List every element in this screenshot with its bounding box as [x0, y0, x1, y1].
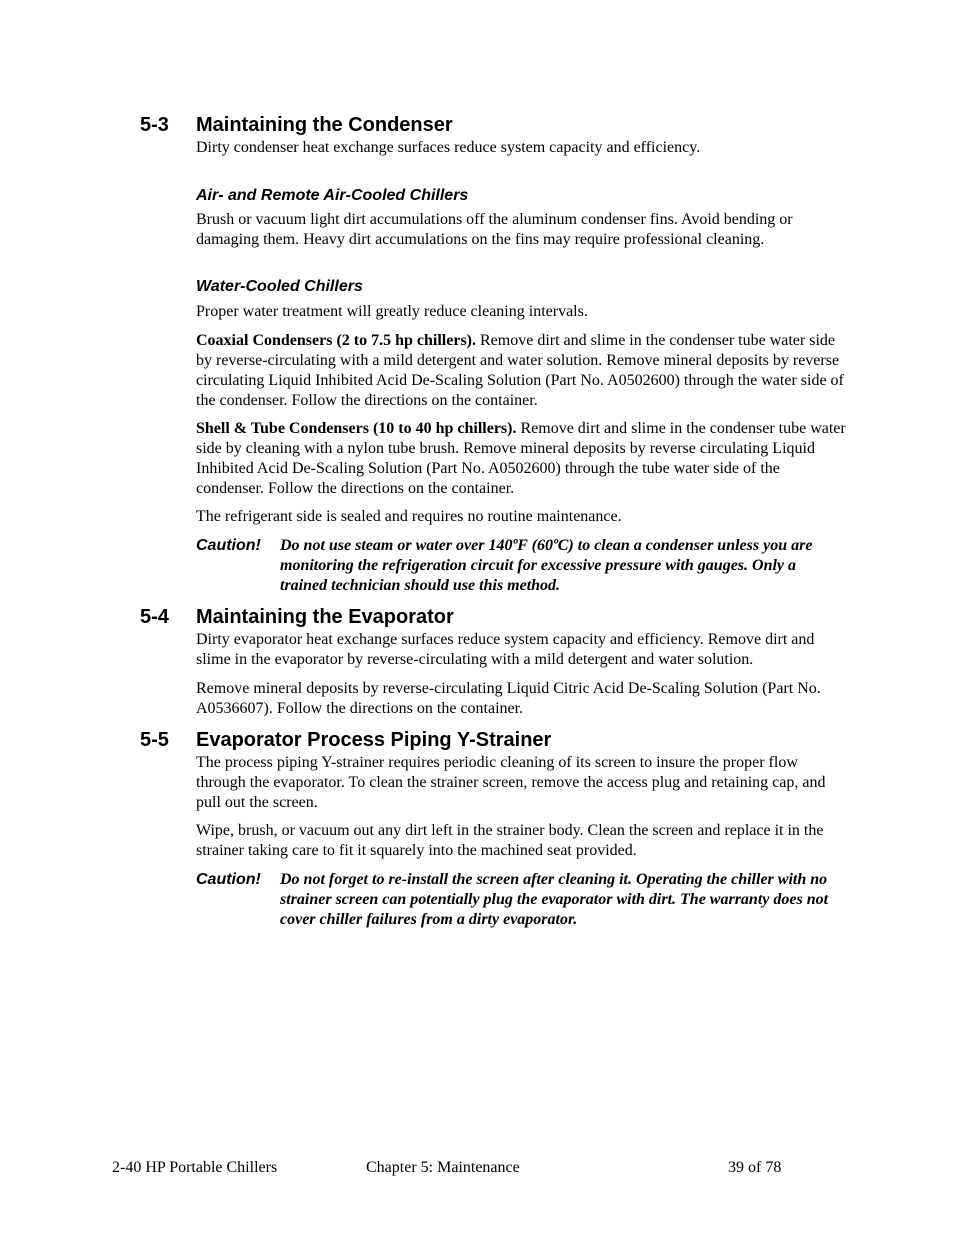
strainer-text-1: The process piping Y-strainer requires periodic cleaning of its screen to insure the proper flow through the evaporator. To clean the strainer screen, remove the access plug and retaining cap, and pull out the screen. [196, 754, 826, 811]
air-cooled-text: Brush or vacuum light dirt accumulations off the aluminum condenser fins. Avoid bending or damaging them. Heavy dirt accumulations on the fins may require professional cleaning. [196, 211, 793, 248]
subheading-air-cooled: Air- and Remote Air-Cooled Chillers [196, 187, 469, 204]
coaxial-lead: Coaxial Condensers (2 to 7.5 hp chillers). [196, 332, 476, 349]
shell-tube-lead: Shell & Tube Condensers (10 to 40 hp chillers). [196, 420, 517, 437]
section-heading-5-5 [140, 728, 551, 752]
section-heading-5-3 [140, 113, 453, 137]
coaxial-text: Remove dirt and slime in the condenser tube water side by reverse-circulating with a mild detergent and water solution. Remove mineral deposits by reverse circulating Liquid Inhibited Acid De-Scaling Solution (Part No. A0502600) through the water side of the condenser. Follow the directions on the container. [196, 332, 844, 409]
section-number: 5-5 [140, 729, 169, 751]
strainer-text-2: Wipe, brush, or vacuum out any dirt left in the strainer body. Clean the screen and replace it in the strainer taking care to fit it squarely into the machined seat provided. [196, 822, 824, 859]
subheading-water-cooled: Water-Cooled Chillers [196, 278, 363, 295]
shell-tube-condensers-paragraph [196, 419, 846, 499]
evaporator-text-1: Dirty evaporator heat exchange surfaces reduce system capacity and efficiency. Remove dirt and slime in the evaporator by reverse-circulating with a mild detergent and water solution. [196, 631, 815, 668]
caution-label-condenser: Caution! [196, 537, 261, 554]
section-number: 5-4 [140, 606, 169, 628]
caution-text-strainer: Do not forget to re-install the screen after cleaning it. Operating the chiller with no strainer screen can potentially plug the evaporator with dirt. The warranty does not cover chiller failures from a dirty evaporator. [280, 871, 829, 928]
section-number: 5-3 [140, 114, 169, 136]
section-title: Maintaining the Evaporator [196, 606, 454, 628]
section-title: Maintaining the Condenser [196, 114, 453, 136]
water-cooled-text: Proper water treatment will greatly reduce cleaning intervals. [196, 303, 588, 320]
coaxial-condensers-paragraph [196, 331, 846, 411]
evaporator-text-2: Remove mineral deposits by reverse-circulating Liquid Citric Acid De-Scaling Solution (Part No. A0536607). Follow the directions on the container. [196, 680, 821, 717]
condenser-intro: Dirty condenser heat exchange surfaces reduce system capacity and efficiency. [196, 139, 701, 156]
caution-text-condenser: Do not use steam or water over 140ºF (60ºC) to clean a condenser unless you are monitoring the refrigeration circuit for excessive pressure with gauges. Only a trained technician should use this method. [280, 537, 813, 594]
shell-tube-text: Remove dirt and slime in the condenser tube water side by cleaning with a nylon tube brush. Remove mineral deposits by reverse circulating Liquid Inhibited Acid De-Scaling Solution (Part No. A0502600) through the tube water side of the condenser. Follow the directions on the container. [196, 420, 846, 497]
footer-document-title: 2-40 HP Portable Chillers [112, 1159, 278, 1176]
caution-label-strainer: Caution! [196, 871, 261, 888]
section-title: Evaporator Process Piping Y-Strainer [196, 729, 552, 751]
section-heading-5-4 [140, 605, 454, 629]
footer-chapter: Chapter 5: Maintenance [366, 1159, 520, 1176]
footer-page-number: 39 of 78 [728, 1159, 782, 1176]
refrigerant-side-text: The refrigerant side is sealed and requires no routine maintenance. [196, 508, 622, 525]
